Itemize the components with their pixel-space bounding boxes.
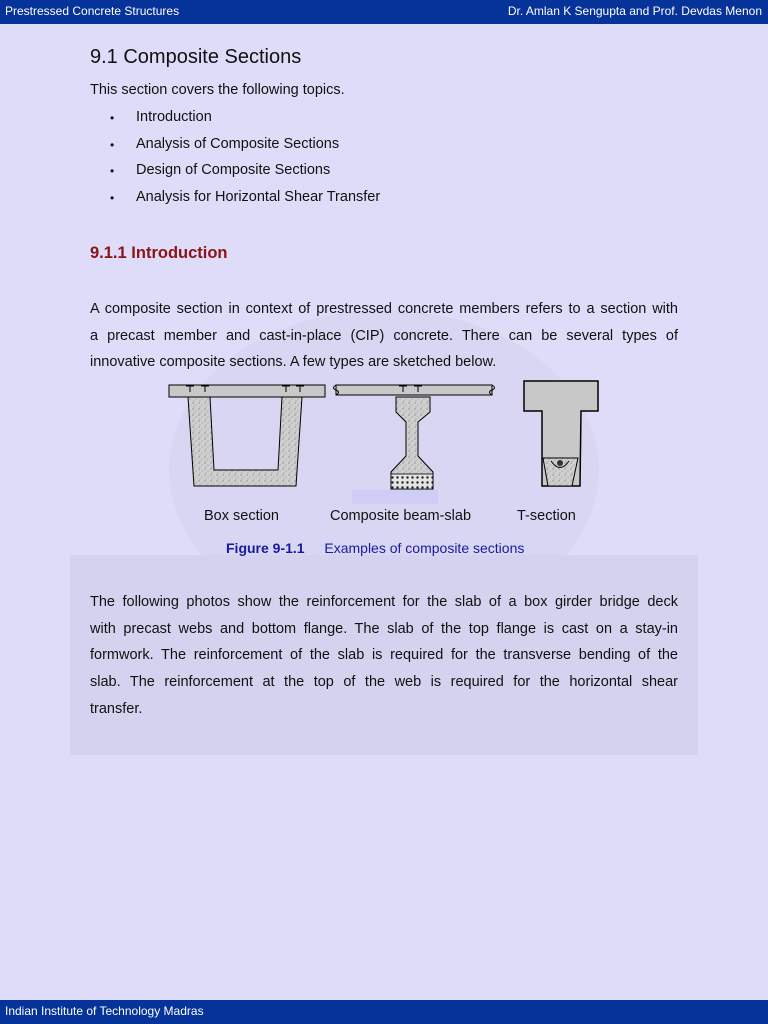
topic-item: Analysis of Composite Sections bbox=[136, 136, 340, 152]
bullet-marker: • bbox=[110, 138, 115, 152]
section-title: 9.1 Composite Sections bbox=[90, 46, 302, 68]
topic-item: Design of Composite Sections bbox=[136, 162, 331, 178]
paragraph-line: with precast webs and bottom flange. The slab of the top flange is cast on a stay-in bbox=[90, 620, 678, 637]
footer-bar bbox=[0, 1000, 768, 1024]
footer-institute: Indian Institute of Technology Madras bbox=[5, 1004, 204, 1018]
subsection-title: 9.1.1 Introduction bbox=[90, 244, 228, 262]
section-intro: This section covers the following topics. bbox=[90, 82, 345, 98]
topic-item: Analysis for Horizontal Shear Transfer bbox=[136, 189, 381, 205]
paragraph-line: slab. The reinforcement at the top of the web is required for the horizontal shear bbox=[90, 674, 678, 691]
bullet-marker: • bbox=[110, 111, 115, 125]
figure-caption bbox=[226, 540, 524, 556]
header-course-title: Prestressed Concrete Structures bbox=[5, 4, 180, 18]
figure-caption-text: Examples of composite sections bbox=[324, 540, 525, 556]
beam-slab-label: Composite beam-slab bbox=[330, 508, 472, 524]
paragraph-line: formwork. The reinforcement of the slab is required for the transverse bending of the bbox=[90, 647, 678, 664]
t-section-label: T-section bbox=[517, 508, 576, 524]
bullet-marker: • bbox=[110, 191, 115, 205]
bullet-marker: • bbox=[110, 164, 115, 178]
topic-item: Introduction bbox=[136, 109, 212, 125]
beam-slab-sketch bbox=[334, 385, 495, 504]
paragraph-line: transfer. bbox=[90, 700, 143, 717]
header-authors: Dr. Amlan K Sengupta and Prof. Devdas Menon bbox=[507, 4, 762, 18]
paragraph-line: innovative composite sections. A few types are sketched below. bbox=[90, 354, 497, 371]
photos-paragraph bbox=[90, 589, 678, 722]
paragraph-line: a precast member and cast-in-place (CIP) concrete. There can be several types of bbox=[90, 327, 678, 344]
figure-number: Figure 9-1.1 bbox=[226, 540, 305, 556]
box-section-sketch bbox=[169, 385, 325, 486]
box-section-label: Box section bbox=[204, 508, 279, 524]
paragraph-line: The following photos show the reinforcement for the slab of a box girder bridge deck bbox=[90, 594, 678, 610]
paragraph-line: A composite section in context of prestressed concrete members refers to a section with bbox=[90, 301, 678, 317]
t-section-sketch bbox=[524, 381, 598, 486]
